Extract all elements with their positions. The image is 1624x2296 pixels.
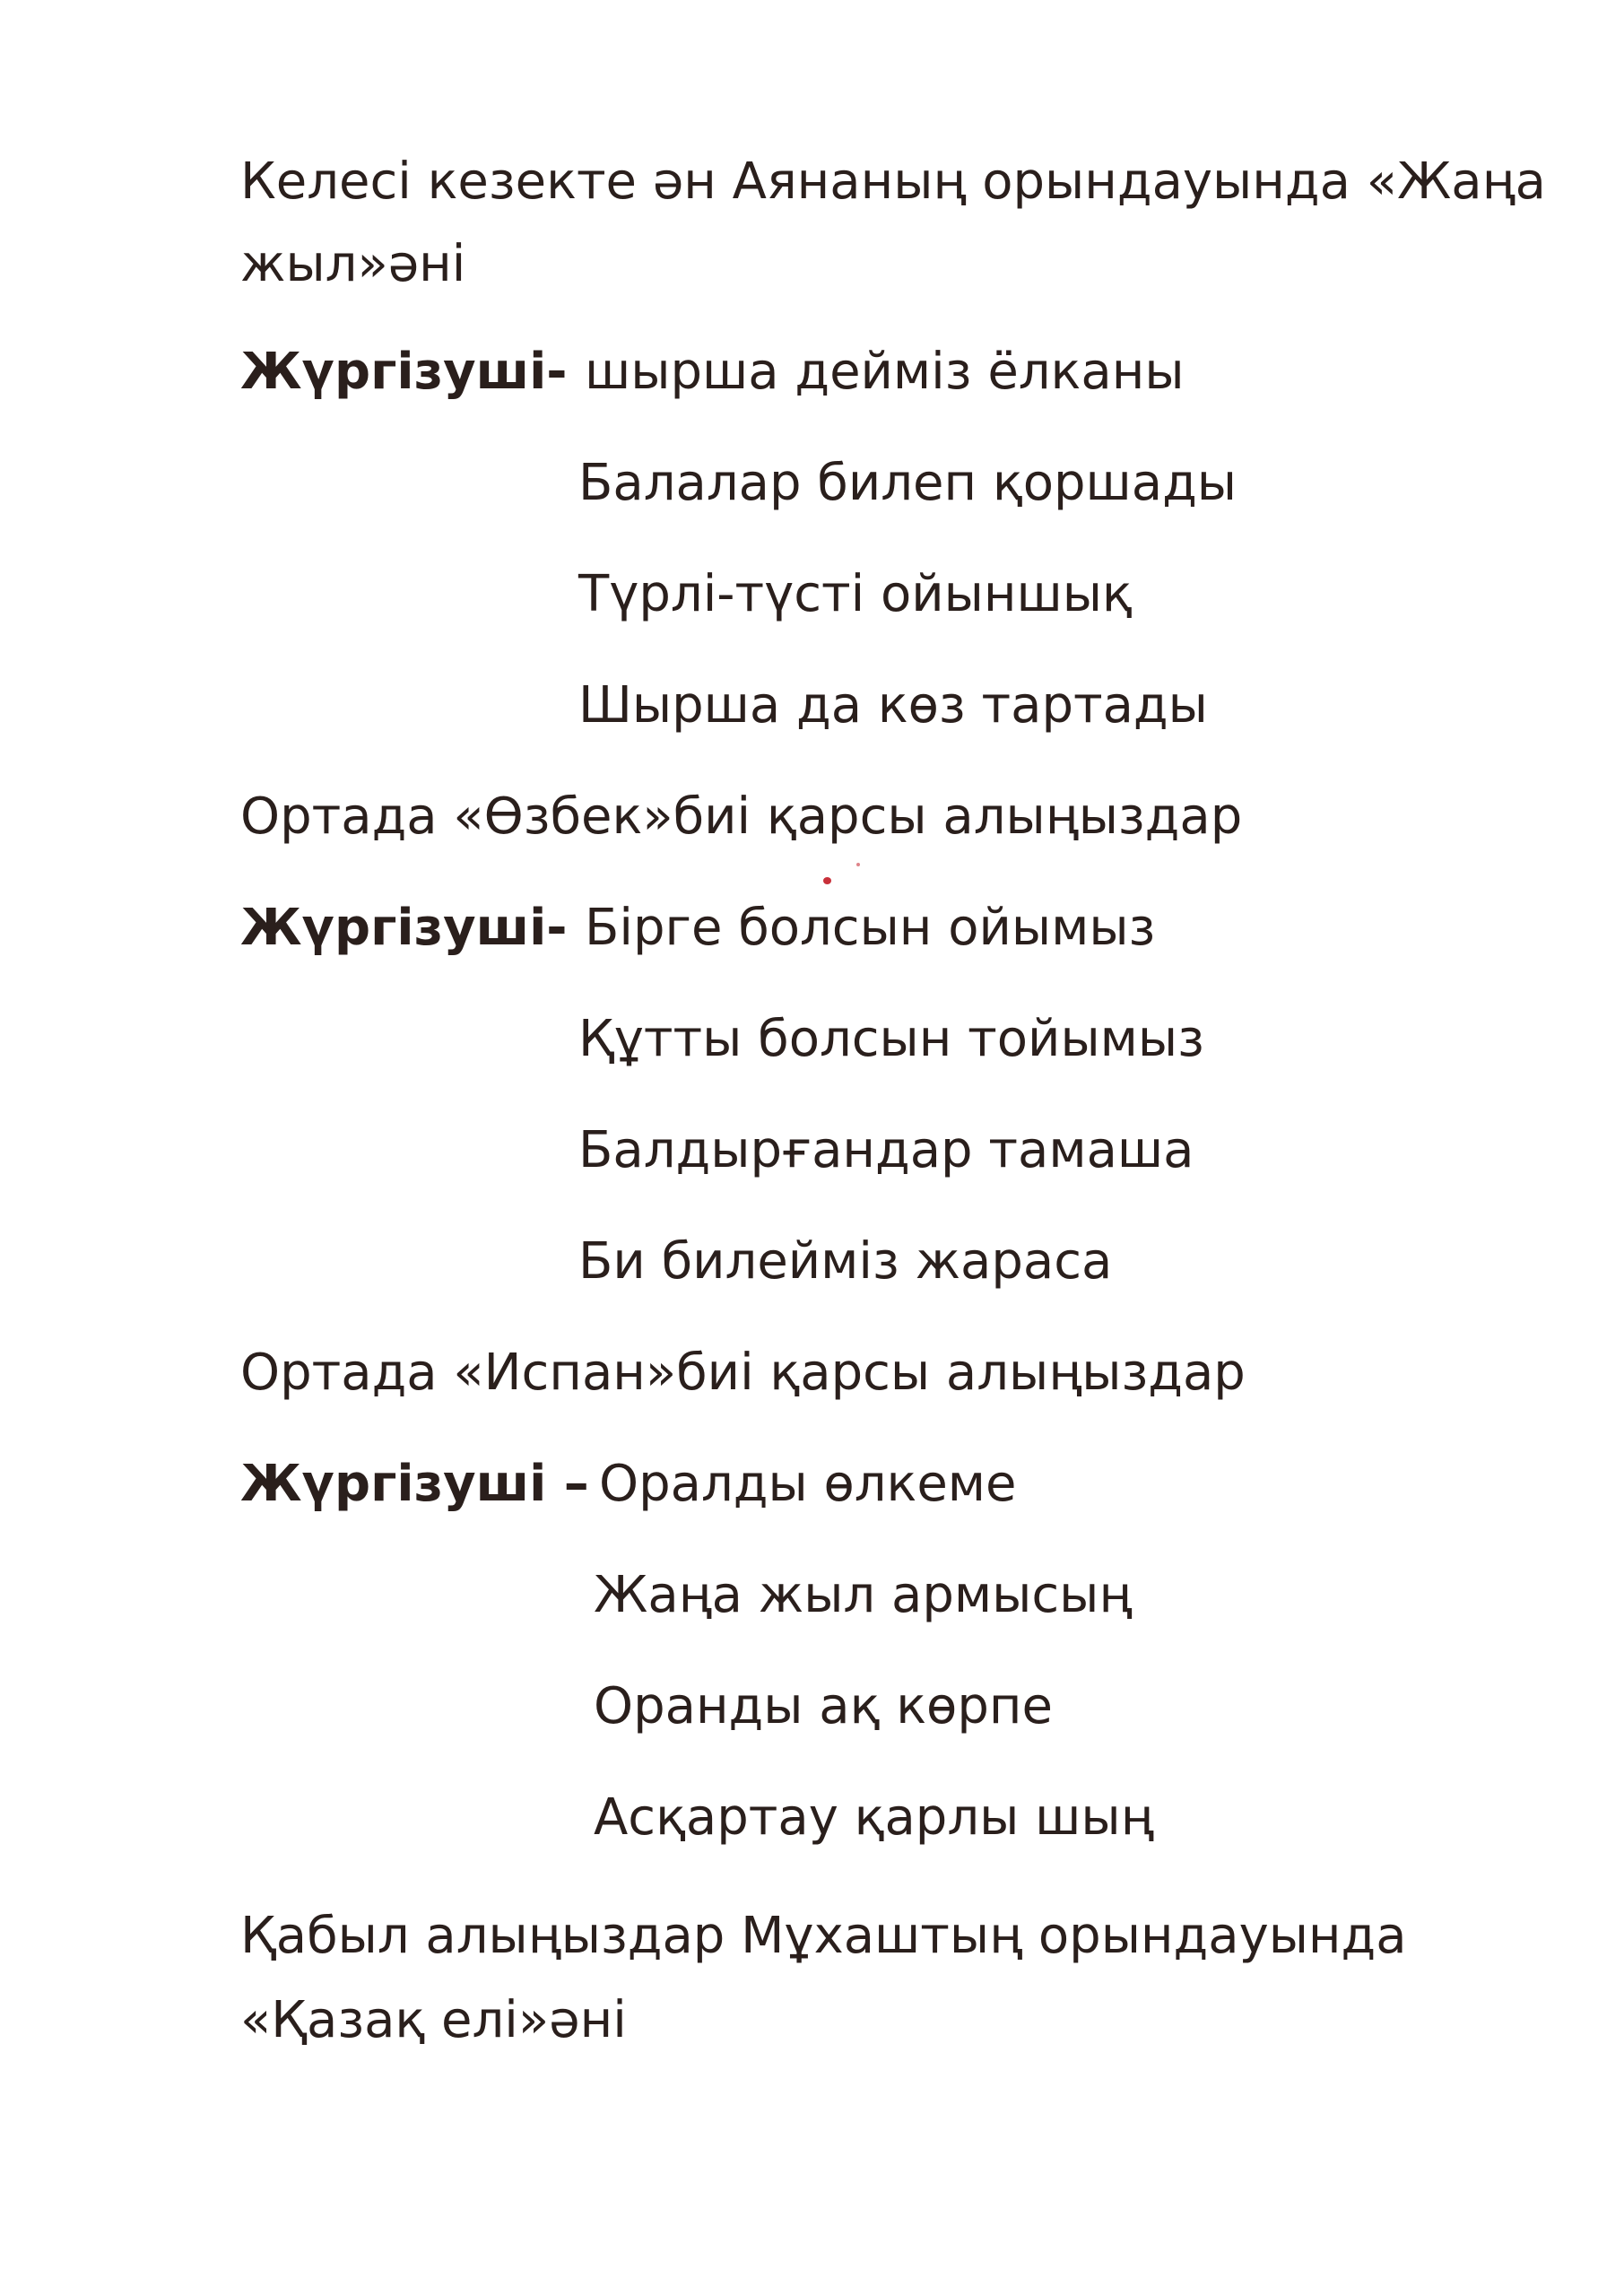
verse1-line-4: Шырша да көз тартады	[578, 676, 1208, 735]
ink-speck	[856, 863, 860, 866]
announcement-uzbek-dance: Ортада «Өзбек»биі қарсы алыңыздар	[240, 787, 1243, 846]
speaker-label-1: Жүргізуші-	[240, 343, 568, 401]
verse2-line-2: Құтты болсын тойымыз	[578, 1010, 1204, 1068]
verse1-line-3: Түрлі-түсті ойыншық	[578, 565, 1133, 623]
verse3-line-2: Жаңа жыл армысың	[594, 1566, 1133, 1624]
intro-line-2: жыл»әні	[240, 235, 466, 293]
verse3-line-3: Оранды ақ көрпе	[594, 1677, 1053, 1735]
verse3-line-1: Оралды өлкеме	[599, 1455, 1017, 1513]
verse2-line-3: Балдырғандар тамаша	[578, 1121, 1194, 1179]
outro-line-1: Қабыл алыңыздар Мұхаштың орындауында	[240, 1907, 1407, 1965]
ink-speck	[823, 877, 831, 884]
verse1-line-2: Балалар билеп қоршады	[578, 454, 1238, 512]
intro-line-1: Келесі кезекте ән Аянаның орындауында «Жаңа	[240, 152, 1546, 211]
verse3-line-4: Асқартау қарлы шың	[594, 1788, 1154, 1847]
verse2-line-4: Би билейміз жараса	[578, 1232, 1113, 1291]
outro-line-2: «Қазақ елі»әні	[240, 1991, 627, 2049]
verse2-line-1: Бірге болсын ойымыз	[585, 899, 1156, 957]
speaker-label-3: Жүргізуші –	[240, 1455, 589, 1513]
verse1-line-1: шырша дейміз ёлканы	[585, 343, 1185, 401]
announcement-spanish-dance: Ортада «Испан»биі қарсы алыңыздар	[240, 1344, 1246, 1402]
speaker-label-2: Жүргізуші-	[240, 899, 568, 957]
